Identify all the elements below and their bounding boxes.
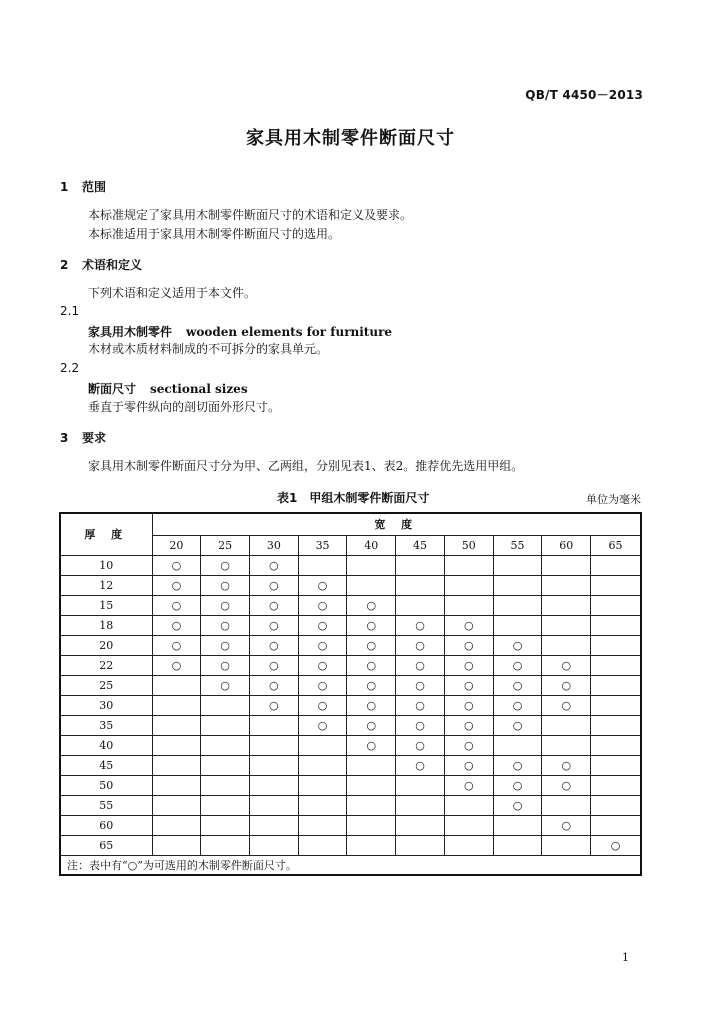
width-col-header: 50 xyxy=(444,535,493,555)
thickness-cell: 60 xyxy=(60,815,152,835)
selectable-mark-cell: ○ xyxy=(249,595,298,615)
thickness-header: 厚 度 xyxy=(60,513,152,555)
selectable-mark-cell: ○ xyxy=(152,635,201,655)
empty-cell xyxy=(298,835,347,855)
term-english: sectional sizes xyxy=(150,382,248,396)
selectable-mark-cell: ○ xyxy=(152,555,201,575)
selectable-mark-cell: ○ xyxy=(201,555,250,575)
empty-cell xyxy=(298,815,347,835)
table-row xyxy=(60,555,641,575)
selectable-mark-cell: ○ xyxy=(201,675,250,695)
empty-cell xyxy=(396,795,445,815)
selectable-mark-cell: ○ xyxy=(347,655,396,675)
selectable-mark-cell: ○ xyxy=(493,775,542,795)
table-row xyxy=(60,615,641,635)
selectable-mark-cell: ○ xyxy=(298,715,347,735)
selectable-mark-cell: ○ xyxy=(249,675,298,695)
empty-cell xyxy=(542,715,591,735)
term-2-1 xyxy=(88,323,392,340)
thickness-cell: 55 xyxy=(60,795,152,815)
empty-cell xyxy=(591,595,641,615)
table-row xyxy=(60,635,641,655)
empty-cell xyxy=(152,675,201,695)
empty-cell xyxy=(493,555,542,575)
thickness-cell: 65 xyxy=(60,835,152,855)
table-row xyxy=(60,775,641,795)
table-note: 注：表中有“○”为可选用的木制零件断面尺寸。 xyxy=(60,855,641,875)
table-row xyxy=(60,655,641,675)
selectable-mark-cell: ○ xyxy=(396,695,445,715)
section-2-heading xyxy=(60,256,142,273)
selectable-mark-cell: ○ xyxy=(298,695,347,715)
table-row xyxy=(60,595,641,615)
thickness-cell: 40 xyxy=(60,735,152,755)
selectable-mark-cell: ○ xyxy=(249,615,298,635)
selectable-mark-cell: ○ xyxy=(249,655,298,675)
term-2-1-definition: 木材或木质材料制成的不可拆分的家具单元。 xyxy=(88,342,329,356)
empty-cell xyxy=(347,755,396,775)
empty-cell xyxy=(201,815,250,835)
empty-cell xyxy=(591,695,641,715)
empty-cell xyxy=(444,575,493,595)
empty-cell xyxy=(542,595,591,615)
empty-cell xyxy=(591,775,641,795)
empty-cell xyxy=(249,815,298,835)
empty-cell xyxy=(493,835,542,855)
selectable-mark-cell: ○ xyxy=(298,575,347,595)
selectable-mark-cell: ○ xyxy=(201,575,250,595)
selectable-mark-cell: ○ xyxy=(249,635,298,655)
empty-cell xyxy=(347,835,396,855)
empty-cell xyxy=(444,835,493,855)
table-number: 表1 xyxy=(277,491,298,505)
empty-cell xyxy=(298,795,347,815)
section-1-paragraph-1: 本标准规定了家具用木制零件断面尺寸的术语和定义及要求。 xyxy=(88,208,413,222)
section-3-paragraph-1: 家具用木制零件断面尺寸分为甲、乙两组，分别见表1、表2。推荐优先选用甲组。 xyxy=(88,459,524,473)
empty-cell xyxy=(591,575,641,595)
thickness-cell: 35 xyxy=(60,715,152,735)
empty-cell xyxy=(591,655,641,675)
table-row xyxy=(60,715,641,735)
width-col-header: 30 xyxy=(249,535,298,555)
selectable-mark-cell: ○ xyxy=(493,715,542,735)
empty-cell xyxy=(249,755,298,775)
selectable-mark-cell: ○ xyxy=(493,695,542,715)
selectable-mark-cell: ○ xyxy=(201,655,250,675)
empty-cell xyxy=(249,795,298,815)
selectable-mark-cell: ○ xyxy=(591,835,641,855)
empty-cell xyxy=(347,795,396,815)
section-title: 术语和定义 xyxy=(82,258,143,272)
empty-cell xyxy=(396,835,445,855)
table-row xyxy=(60,755,641,775)
empty-cell xyxy=(152,795,201,815)
selectable-mark-cell: ○ xyxy=(249,695,298,715)
thickness-cell: 22 xyxy=(60,655,152,675)
width-col-header: 35 xyxy=(298,535,347,555)
table-row xyxy=(60,835,641,855)
empty-cell xyxy=(493,735,542,755)
empty-cell xyxy=(591,675,641,695)
table-row xyxy=(60,815,641,835)
thickness-cell: 10 xyxy=(60,555,152,575)
empty-cell xyxy=(201,775,250,795)
section-2-paragraph-1: 下列术语和定义适用于本文件。 xyxy=(88,286,257,300)
width-col-header: 40 xyxy=(347,535,396,555)
selectable-mark-cell: ○ xyxy=(444,755,493,775)
table-title: 甲组木制零件断面尺寸 xyxy=(309,491,430,505)
empty-cell xyxy=(396,575,445,595)
selectable-mark-cell: ○ xyxy=(493,755,542,775)
empty-cell xyxy=(591,815,641,835)
selectable-mark-cell: ○ xyxy=(542,655,591,675)
empty-cell xyxy=(152,715,201,735)
empty-cell xyxy=(152,695,201,715)
selectable-mark-cell: ○ xyxy=(542,775,591,795)
table-body xyxy=(60,555,641,855)
empty-cell xyxy=(396,555,445,575)
empty-cell xyxy=(201,835,250,855)
term-2-2 xyxy=(88,380,248,397)
width-col-header: 45 xyxy=(396,535,445,555)
empty-cell xyxy=(493,815,542,835)
empty-cell xyxy=(201,715,250,735)
thickness-cell: 12 xyxy=(60,575,152,595)
section-number: 1 xyxy=(60,180,69,194)
selectable-mark-cell: ○ xyxy=(347,615,396,635)
empty-cell xyxy=(298,735,347,755)
empty-cell xyxy=(493,575,542,595)
selectable-mark-cell: ○ xyxy=(542,815,591,835)
empty-cell xyxy=(347,575,396,595)
empty-cell xyxy=(591,715,641,735)
selectable-mark-cell: ○ xyxy=(201,615,250,635)
selectable-mark-cell: ○ xyxy=(347,635,396,655)
thickness-cell: 50 xyxy=(60,775,152,795)
empty-cell xyxy=(152,775,201,795)
term-2-2-definition: 垂直于零件纵向的剖切面外形尺寸。 xyxy=(88,400,281,414)
width-col-header: 55 xyxy=(493,535,542,555)
term-chinese: 家具用木制零件 xyxy=(88,325,173,339)
empty-cell xyxy=(249,715,298,735)
empty-cell xyxy=(493,615,542,635)
empty-cell xyxy=(591,615,641,635)
width-col-header: 60 xyxy=(542,535,591,555)
empty-cell xyxy=(298,775,347,795)
term-chinese: 断面尺寸 xyxy=(88,382,137,396)
selectable-mark-cell: ○ xyxy=(542,755,591,775)
empty-cell xyxy=(542,575,591,595)
selectable-mark-cell: ○ xyxy=(201,635,250,655)
selectable-mark-cell: ○ xyxy=(396,615,445,635)
selectable-mark-cell: ○ xyxy=(396,675,445,695)
selectable-mark-cell: ○ xyxy=(249,575,298,595)
table-caption xyxy=(277,489,429,506)
selectable-mark-cell: ○ xyxy=(396,635,445,655)
section-number: 2 xyxy=(60,258,69,272)
selectable-mark-cell: ○ xyxy=(493,655,542,675)
selectable-mark-cell: ○ xyxy=(542,675,591,695)
table-row xyxy=(60,675,641,695)
selectable-mark-cell: ○ xyxy=(347,715,396,735)
empty-cell xyxy=(347,555,396,575)
empty-cell xyxy=(444,795,493,815)
table-unit: 单位为毫米 xyxy=(586,493,641,506)
selectable-mark-cell: ○ xyxy=(298,615,347,635)
selectable-mark-cell: ○ xyxy=(444,635,493,655)
empty-cell xyxy=(444,815,493,835)
empty-cell xyxy=(347,815,396,835)
selectable-mark-cell: ○ xyxy=(493,635,542,655)
empty-cell xyxy=(444,555,493,575)
section-title: 要求 xyxy=(82,431,107,445)
section-1-heading xyxy=(60,178,106,195)
empty-cell xyxy=(542,795,591,815)
empty-cell xyxy=(396,815,445,835)
selectable-mark-cell: ○ xyxy=(347,675,396,695)
selectable-mark-cell: ○ xyxy=(444,615,493,635)
empty-cell xyxy=(542,835,591,855)
selectable-mark-cell: ○ xyxy=(201,595,250,615)
thickness-cell: 18 xyxy=(60,615,152,635)
table-row xyxy=(60,735,641,755)
section-number: 3 xyxy=(60,431,69,445)
selectable-mark-cell: ○ xyxy=(347,735,396,755)
thickness-cell: 20 xyxy=(60,635,152,655)
selectable-mark-cell: ○ xyxy=(152,615,201,635)
empty-cell xyxy=(591,635,641,655)
empty-cell xyxy=(298,555,347,575)
section-3-heading xyxy=(60,429,106,446)
empty-cell xyxy=(396,775,445,795)
empty-cell xyxy=(591,555,641,575)
selectable-mark-cell: ○ xyxy=(298,655,347,675)
empty-cell xyxy=(591,735,641,755)
empty-cell xyxy=(152,755,201,775)
empty-cell xyxy=(152,735,201,755)
selectable-mark-cell: ○ xyxy=(444,715,493,735)
empty-cell xyxy=(201,735,250,755)
empty-cell xyxy=(542,635,591,655)
selectable-mark-cell: ○ xyxy=(444,775,493,795)
selectable-mark-cell: ○ xyxy=(396,715,445,735)
selectable-mark-cell: ○ xyxy=(249,555,298,575)
empty-cell xyxy=(298,755,347,775)
empty-cell xyxy=(152,835,201,855)
selectable-mark-cell: ○ xyxy=(396,735,445,755)
empty-cell xyxy=(493,595,542,615)
empty-cell xyxy=(249,735,298,755)
section-size-table xyxy=(59,512,642,876)
selectable-mark-cell: ○ xyxy=(152,595,201,615)
document-title: 家具用木制零件断面尺寸 xyxy=(246,128,455,149)
empty-cell xyxy=(396,595,445,615)
selectable-mark-cell: ○ xyxy=(396,655,445,675)
empty-cell xyxy=(542,555,591,575)
width-header: 宽 度 xyxy=(152,513,641,535)
selectable-mark-cell: ○ xyxy=(152,655,201,675)
empty-cell xyxy=(542,615,591,635)
section-title: 范围 xyxy=(82,180,107,194)
width-col-header: 65 xyxy=(591,535,641,555)
thickness-cell: 30 xyxy=(60,695,152,715)
selectable-mark-cell: ○ xyxy=(542,695,591,715)
subsection-2-2-number: 2.2 xyxy=(60,361,80,375)
selectable-mark-cell: ○ xyxy=(298,675,347,695)
empty-cell xyxy=(201,695,250,715)
selectable-mark-cell: ○ xyxy=(493,675,542,695)
empty-cell xyxy=(249,775,298,795)
standard-number: QB/T 4450－2013 xyxy=(525,88,643,102)
thickness-cell: 15 xyxy=(60,595,152,615)
selectable-mark-cell: ○ xyxy=(396,755,445,775)
selectable-mark-cell: ○ xyxy=(444,695,493,715)
empty-cell xyxy=(591,755,641,775)
table-row xyxy=(60,575,641,595)
table-row xyxy=(60,695,641,715)
section-1-paragraph-2: 本标准适用于家具用木制零件断面尺寸的选用。 xyxy=(88,227,341,241)
selectable-mark-cell: ○ xyxy=(298,635,347,655)
thickness-cell: 25 xyxy=(60,675,152,695)
table-row xyxy=(60,795,641,815)
term-english: wooden elements for furniture xyxy=(186,325,393,339)
selectable-mark-cell: ○ xyxy=(347,595,396,615)
empty-cell xyxy=(591,795,641,815)
empty-cell xyxy=(542,735,591,755)
empty-cell xyxy=(201,795,250,815)
selectable-mark-cell: ○ xyxy=(152,575,201,595)
selectable-mark-cell: ○ xyxy=(444,735,493,755)
selectable-mark-cell: ○ xyxy=(444,655,493,675)
empty-cell xyxy=(347,775,396,795)
selectable-mark-cell: ○ xyxy=(493,795,542,815)
thickness-cell: 45 xyxy=(60,755,152,775)
empty-cell xyxy=(152,815,201,835)
subsection-2-1-number: 2.1 xyxy=(60,304,80,318)
empty-cell xyxy=(249,835,298,855)
selectable-mark-cell: ○ xyxy=(444,675,493,695)
width-col-header: 25 xyxy=(201,535,250,555)
page-number: 1 xyxy=(622,951,629,964)
selectable-mark-cell: ○ xyxy=(347,695,396,715)
width-col-header: 20 xyxy=(152,535,201,555)
empty-cell xyxy=(444,595,493,615)
selectable-mark-cell: ○ xyxy=(298,595,347,615)
empty-cell xyxy=(201,755,250,775)
